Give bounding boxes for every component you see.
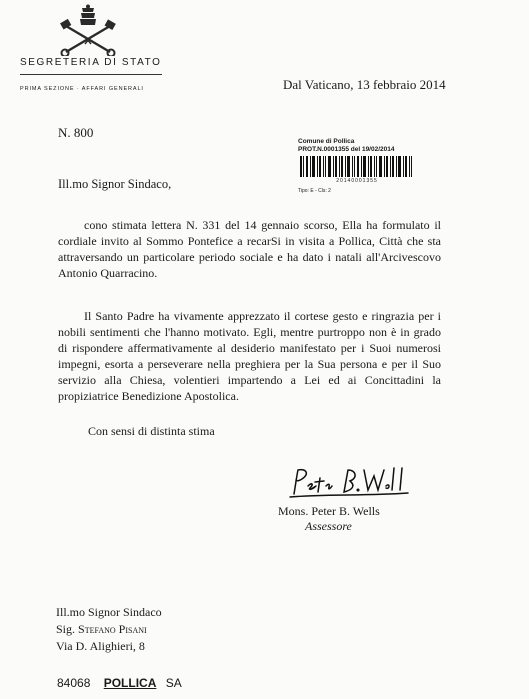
office-section: PRIMA SEZIONE · AFFARI GENERALI <box>20 86 144 92</box>
recipient-name: Stefano Pisani <box>78 622 147 636</box>
recipient-line-2 <box>56 621 162 638</box>
postal-code: 84068 <box>57 676 91 690</box>
papal-coat-of-arms-icon <box>58 4 118 56</box>
barcode-number: 20140001355 <box>336 178 378 184</box>
recipient-city: POLLICA <box>103 676 157 690</box>
recipient-line-3: Via D. Alighieri, 8 <box>56 639 145 653</box>
letterhead-rule <box>20 74 162 75</box>
body-paragraph-2-text: Il Santo Padre ha vivamente apprezzato il cortese gesto e ringrazia per i nobili sentimenti che l'hanno motivato. Egli, mentre purtroppo non è in grado di rispondere affermativamente al desiderio manifestato per i Suoi numerosi impegni, esorta a perseverare nella preghiera per la Sua persona e per il Suo servizio alla Chiesa, volentieri impartendo a Lei ed ai Concittadini la propiziatrice Benedizione Apostolica. <box>58 309 441 403</box>
letter-date: Dal Vaticano, 13 febbraio 2014 <box>283 77 446 92</box>
handwritten-signature <box>286 464 412 502</box>
recipient-address <box>56 604 162 655</box>
recipient-honorific: Sig. <box>56 622 76 636</box>
protocol-number: N. 800 <box>58 125 94 140</box>
signer-title: Assessore <box>305 519 352 533</box>
stamp-municipality: Comune di Pollica <box>298 138 355 145</box>
office-name: SEGRETERIA DI STATO <box>20 57 162 68</box>
salutation: Ill.mo Signor Sindaco, <box>58 177 172 191</box>
body-paragraph-2 <box>58 308 441 404</box>
signer-name: Mons. Peter B. Wells <box>278 504 380 518</box>
registry-stamp <box>298 138 418 204</box>
barcode-icon <box>300 156 412 177</box>
stamp-protocol: PROT.N.0001355 del 19/02/2014 <box>298 146 395 153</box>
recipient-postal-line <box>57 676 182 690</box>
closing-formula: Con sensi di distinta stima <box>88 424 215 438</box>
stamp-type: Tipo: E - Cls: 2 <box>298 188 331 194</box>
body-paragraph-1 <box>58 217 441 281</box>
recipient-province: SA <box>165 676 182 690</box>
body-paragraph-1-text: cono stimata lettera N. 331 del 14 gennaio scorso, Ella ha formulato il cordiale invito al Sommo Pontefice a recarSi in visita a Pollica, Città che sta attraversando un particolare periodo sociale e ha dato i natali all'Arcivescovo Antonio Quarracino. <box>58 218 441 280</box>
recipient-line-1: Ill.mo Signor Sindaco <box>56 605 162 619</box>
